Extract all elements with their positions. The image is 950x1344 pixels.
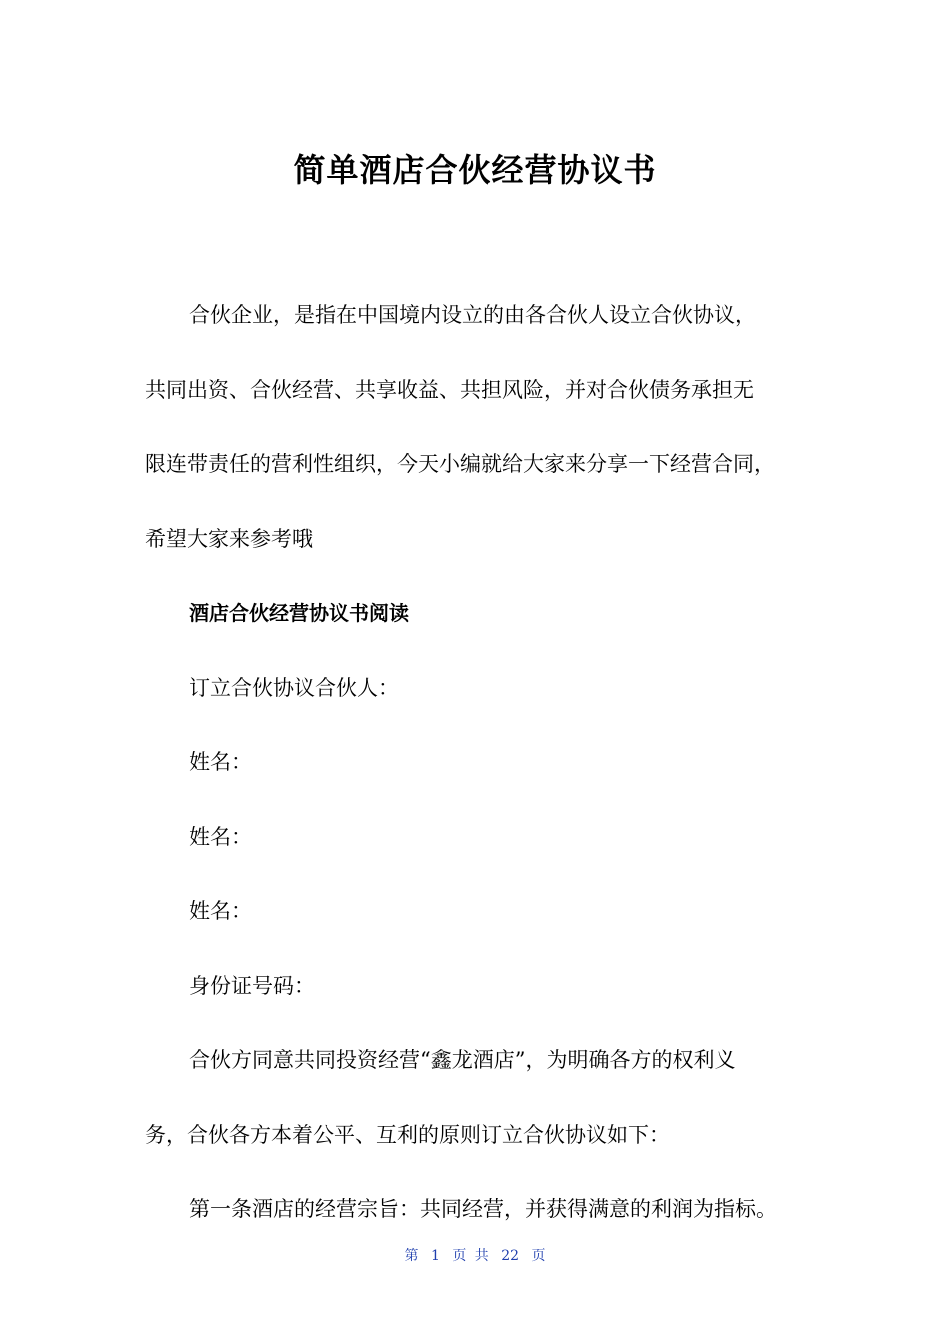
footer-suffix: 页 — [531, 1248, 546, 1264]
footer-page-number: 1 — [430, 1248, 440, 1264]
intro-line-1: 合伙企业，是指在中国境内设立的由各合伙人设立合伙协议， — [189, 303, 756, 327]
page-footer — [0, 1246, 950, 1266]
footer-total-pages: 22 — [501, 1248, 520, 1264]
document-body — [145, 278, 825, 1247]
name-label-1: 姓名： — [189, 750, 252, 774]
intro-line-4: 希望大家来参考哦 — [145, 526, 313, 551]
intro-line-2: 共同出资、合伙经营、共享收益、共担风险，并对合伙债务承担无 — [145, 377, 754, 402]
section-heading: 酒店合伙经营协议书阅读 — [189, 601, 409, 625]
partners-intro: 订立合伙协议合伙人： — [189, 675, 399, 700]
agreement-line-2: 务，合伙各方本着公平、互利的原则订立合伙协议如下： — [145, 1122, 670, 1147]
name-label-2: 姓名： — [189, 824, 252, 849]
intro-line-3: 限连带责任的营利性组织，今天小编就给大家来分享一下经营合同， — [145, 452, 775, 476]
id-number-label: 身份证号码： — [189, 973, 315, 998]
document-title: 简单酒店合伙经营协议书 — [293, 151, 657, 189]
name-label-3: 姓名： — [189, 899, 252, 923]
footer-prefix: 第 — [404, 1248, 419, 1264]
article-1: 第一条酒店的经营宗旨：共同经营，并获得满意的利润为指标。 — [189, 1197, 777, 1221]
footer-middle: 页 共 — [452, 1248, 489, 1264]
agreement-line-1: 合伙方同意共同投资经营“鑫龙酒店”，为明确各方的权利义 — [189, 1048, 736, 1072]
